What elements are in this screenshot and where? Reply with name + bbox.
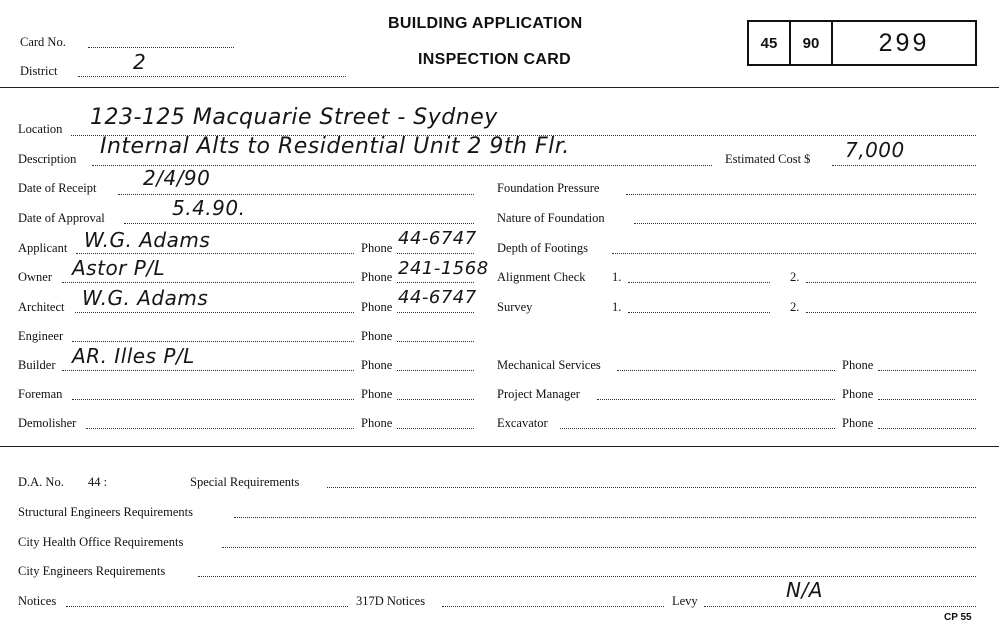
date-approval-value: 5.4.90. (172, 196, 246, 220)
owner-phone-label: Phone (361, 270, 393, 284)
foreman-phone-label: Phone (361, 387, 393, 401)
alignment-check-2-field[interactable] (806, 282, 976, 283)
da-no-value: 44 : (88, 475, 108, 489)
demolisher-phone-label: Phone (361, 416, 393, 430)
excavator-label: Excavator (497, 416, 548, 430)
foundation-pressure-field[interactable] (626, 194, 976, 195)
excavator-field[interactable] (560, 428, 835, 429)
date-approval-field[interactable] (124, 223, 474, 224)
alignment-check-1-field[interactable] (628, 282, 770, 283)
applicant-phone-value: 44-6747 (398, 228, 477, 249)
engineer-phone-label: Phone (361, 329, 393, 343)
date-approval-label: Date of Approval (18, 211, 105, 225)
survey-1-label: 1. (612, 300, 622, 314)
card-no-label: Card No. (20, 35, 66, 49)
demolisher-phone-field[interactable] (397, 428, 474, 429)
estimated-cost-value: 7,000 (845, 138, 905, 162)
card-number-prefix-b: 90 (791, 22, 833, 64)
levy-value: N/A (786, 578, 823, 602)
description-value: Internal Alts to Residential Unit 2 9th Flr. (100, 134, 570, 159)
estimated-cost-label: Estimated Cost $ (725, 152, 811, 166)
mechanical-services-field[interactable] (617, 370, 835, 371)
owner-phone-value: 241-1568 (398, 258, 489, 279)
demolisher-label: Demolisher (18, 416, 77, 430)
applicant-phone-field[interactable] (397, 253, 474, 254)
city-engineers-requirements-label: City Engineers Requirements (18, 564, 166, 578)
description-label: Description (18, 152, 77, 166)
nature-foundation-label: Nature of Foundation (497, 211, 605, 225)
special-requirements-label: Special Requirements (190, 475, 300, 489)
builder-label: Builder (18, 358, 56, 372)
nature-foundation-field[interactable] (634, 223, 976, 224)
levy-field[interactable] (704, 606, 976, 607)
district-value: 2 (133, 50, 147, 74)
notices-label: Notices (18, 594, 57, 608)
notices-317d-label: 317D Notices (356, 594, 426, 608)
survey-2-field[interactable] (806, 312, 976, 313)
details-divider (0, 446, 999, 447)
district-field[interactable] (78, 76, 346, 77)
builder-phone-field[interactable] (397, 370, 474, 371)
owner-phone-field[interactable] (397, 282, 474, 283)
card-number: 299 (878, 28, 930, 57)
applicant-label: Applicant (18, 241, 68, 255)
health-requirements-label: City Health Office Requirements (18, 535, 184, 549)
health-requirements-field[interactable] (222, 547, 976, 548)
mechanical-phone-label: Phone (842, 358, 874, 372)
applicant-phone-label: Phone (361, 241, 393, 255)
owner-label: Owner (18, 270, 53, 284)
estimated-cost-field[interactable] (832, 165, 976, 166)
engineer-field[interactable] (72, 341, 354, 342)
foundation-pressure-label: Foundation Pressure (497, 181, 600, 195)
depth-footings-label: Depth of Footings (497, 241, 588, 255)
survey-1-field[interactable] (628, 312, 770, 313)
builder-value: AR. Illes P/L (72, 344, 195, 368)
da-no-label: D.A. No. (18, 475, 64, 489)
foreman-phone-field[interactable] (397, 399, 474, 400)
foreman-label: Foreman (18, 387, 63, 401)
excavator-phone-label: Phone (842, 416, 874, 430)
applicant-value: W.G. Adams (84, 228, 211, 252)
district-label: District (20, 64, 58, 78)
location-label: Location (18, 122, 63, 136)
depth-footings-field[interactable] (612, 253, 976, 254)
builder-field[interactable] (62, 370, 354, 371)
card-no-field[interactable] (88, 47, 234, 48)
form-title-line1: BUILDING APPLICATION (388, 15, 583, 32)
special-requirements-field[interactable] (327, 487, 976, 488)
engineer-label: Engineer (18, 329, 64, 343)
mechanical-services-label: Mechanical Services (497, 358, 601, 372)
survey-2-label: 2. (790, 300, 800, 314)
form-code: CP 55 (944, 612, 972, 623)
date-receipt-label: Date of Receipt (18, 181, 97, 195)
levy-label: Levy (672, 594, 698, 608)
builder-phone-label: Phone (361, 358, 393, 372)
notices-field[interactable] (66, 606, 348, 607)
form-title-line2: INSPECTION CARD (418, 51, 571, 68)
architect-field[interactable] (75, 312, 354, 313)
alignment-check-2-label: 2. (790, 270, 800, 284)
architect-phone-value: 44-6747 (398, 287, 477, 308)
notices-317d-field[interactable] (442, 606, 664, 607)
architect-phone-label: Phone (361, 300, 393, 314)
demolisher-field[interactable] (86, 428, 354, 429)
project-manager-phone-field[interactable] (878, 399, 976, 400)
excavator-phone-field[interactable] (878, 428, 976, 429)
alignment-check-1-label: 1. (612, 270, 622, 284)
applicant-field[interactable] (76, 253, 354, 254)
survey-label: Survey (497, 300, 533, 314)
city-engineers-requirements-field[interactable] (198, 576, 976, 577)
card-number-box (747, 20, 977, 66)
engineer-phone-field[interactable] (397, 341, 474, 342)
owner-value: Astor P/L (72, 256, 166, 280)
architect-label: Architect (18, 300, 65, 314)
architect-phone-field[interactable] (397, 312, 474, 313)
project-manager-field[interactable] (597, 399, 835, 400)
foreman-field[interactable] (72, 399, 354, 400)
date-receipt-field[interactable] (118, 194, 474, 195)
architect-value: W.G. Adams (82, 286, 209, 310)
structural-requirements-field[interactable] (234, 517, 976, 518)
project-manager-phone-label: Phone (842, 387, 874, 401)
date-receipt-value: 2/4/90 (143, 166, 211, 190)
mechanical-phone-field[interactable] (878, 370, 976, 371)
owner-field[interactable] (62, 282, 354, 283)
project-manager-label: Project Manager (497, 387, 580, 401)
card-number-prefix-a: 45 (749, 22, 791, 64)
header-divider (0, 87, 999, 88)
location-value: 123-125 Macquarie Street - Sydney (90, 105, 498, 130)
structural-requirements-label: Structural Engineers Requirements (18, 505, 193, 519)
alignment-check-label: Alignment Check (497, 270, 586, 284)
